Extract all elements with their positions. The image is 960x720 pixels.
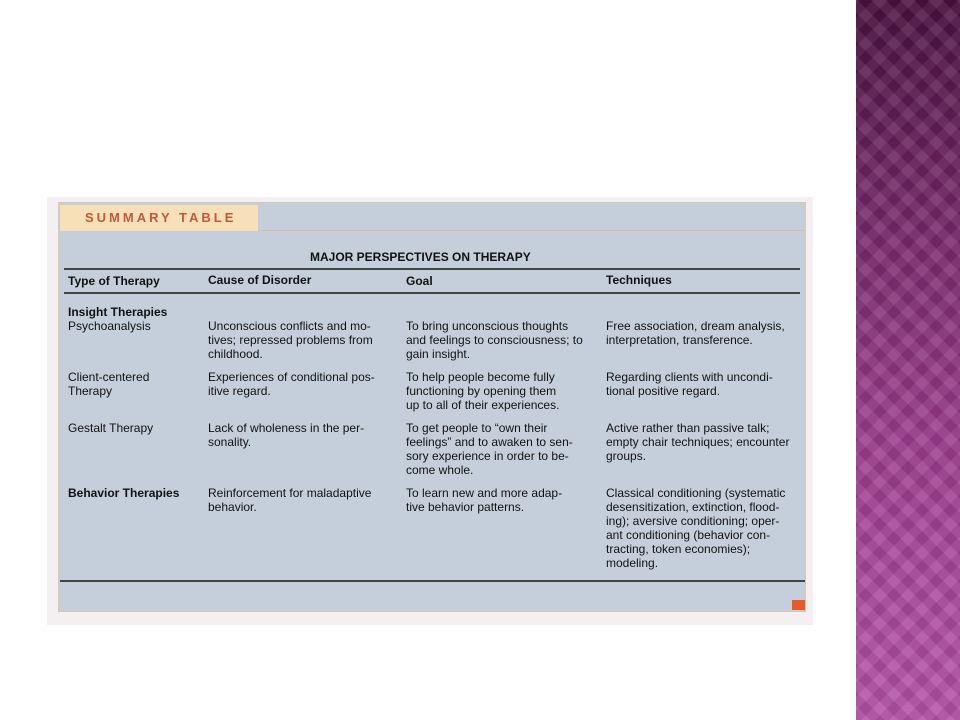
row-gestalt-techniques: Active rather than passive talk; empty chair techniques; encounter groups. [606, 421, 790, 463]
row-behavior-techniques: Classical conditioning (systematic desensitization, extinction, flood- ing); aversive conditioning; oper- ant conditioning (behavior con- tracting, token economies); modeling. [606, 486, 786, 570]
row-client-centered-goal: To help people become fully functioning by opening them up to all of their experiences. [406, 370, 560, 412]
decorative-side-strip [856, 0, 960, 720]
header-cause-of-disorder: Cause of Disorder [208, 273, 312, 287]
header-top-rule [64, 268, 800, 270]
row-behavior-type: Behavior Therapies [68, 486, 180, 500]
tab-divider [258, 230, 805, 231]
header-bottom-rule [64, 292, 800, 294]
row-psychoanalysis-type: Psychoanalysis [68, 319, 151, 333]
row-client-centered-cause: Experiences of conditional pos- itive regard. [208, 370, 375, 398]
summary-table-tab: SUMMARY TABLE [60, 205, 258, 231]
row-gestalt-type: Gestalt Therapy [68, 421, 154, 435]
row-gestalt-goal: To get people to “own their feelings” and to awaken to sen- sory experience in order to be- come whole. [406, 421, 573, 477]
corner-accent [792, 600, 805, 610]
table-bottom-rule [60, 580, 805, 582]
row-psychoanalysis-techniques: Free association, dream analysis, interpretation, transference. [606, 319, 785, 347]
row-client-centered-type: Client-centered Therapy [68, 370, 150, 398]
header-goal: Goal [406, 274, 433, 288]
insight-therapies-heading: Insight Therapies [68, 305, 168, 319]
row-gestalt-cause: Lack of wholeness in the per- sonality. [208, 421, 365, 449]
row-psychoanalysis-cause: Unconscious conflicts and mo- tives; repressed problems from childhood. [208, 319, 373, 361]
header-type-of-therapy: Type of Therapy [68, 274, 160, 288]
row-behavior-cause: Reinforcement for maladaptive behavior. [208, 486, 372, 514]
row-psychoanalysis-goal: To bring unconscious thoughts and feelings to consciousness; to gain insight. [406, 319, 583, 361]
header-techniques: Techniques [606, 273, 672, 287]
row-client-centered-techniques: Regarding clients with uncondi- tional positive regard. [606, 370, 773, 398]
table-title: MAJOR PERSPECTIVES ON THERAPY [310, 250, 531, 264]
row-behavior-goal: To learn new and more adap- tive behavior patterns. [406, 486, 563, 514]
